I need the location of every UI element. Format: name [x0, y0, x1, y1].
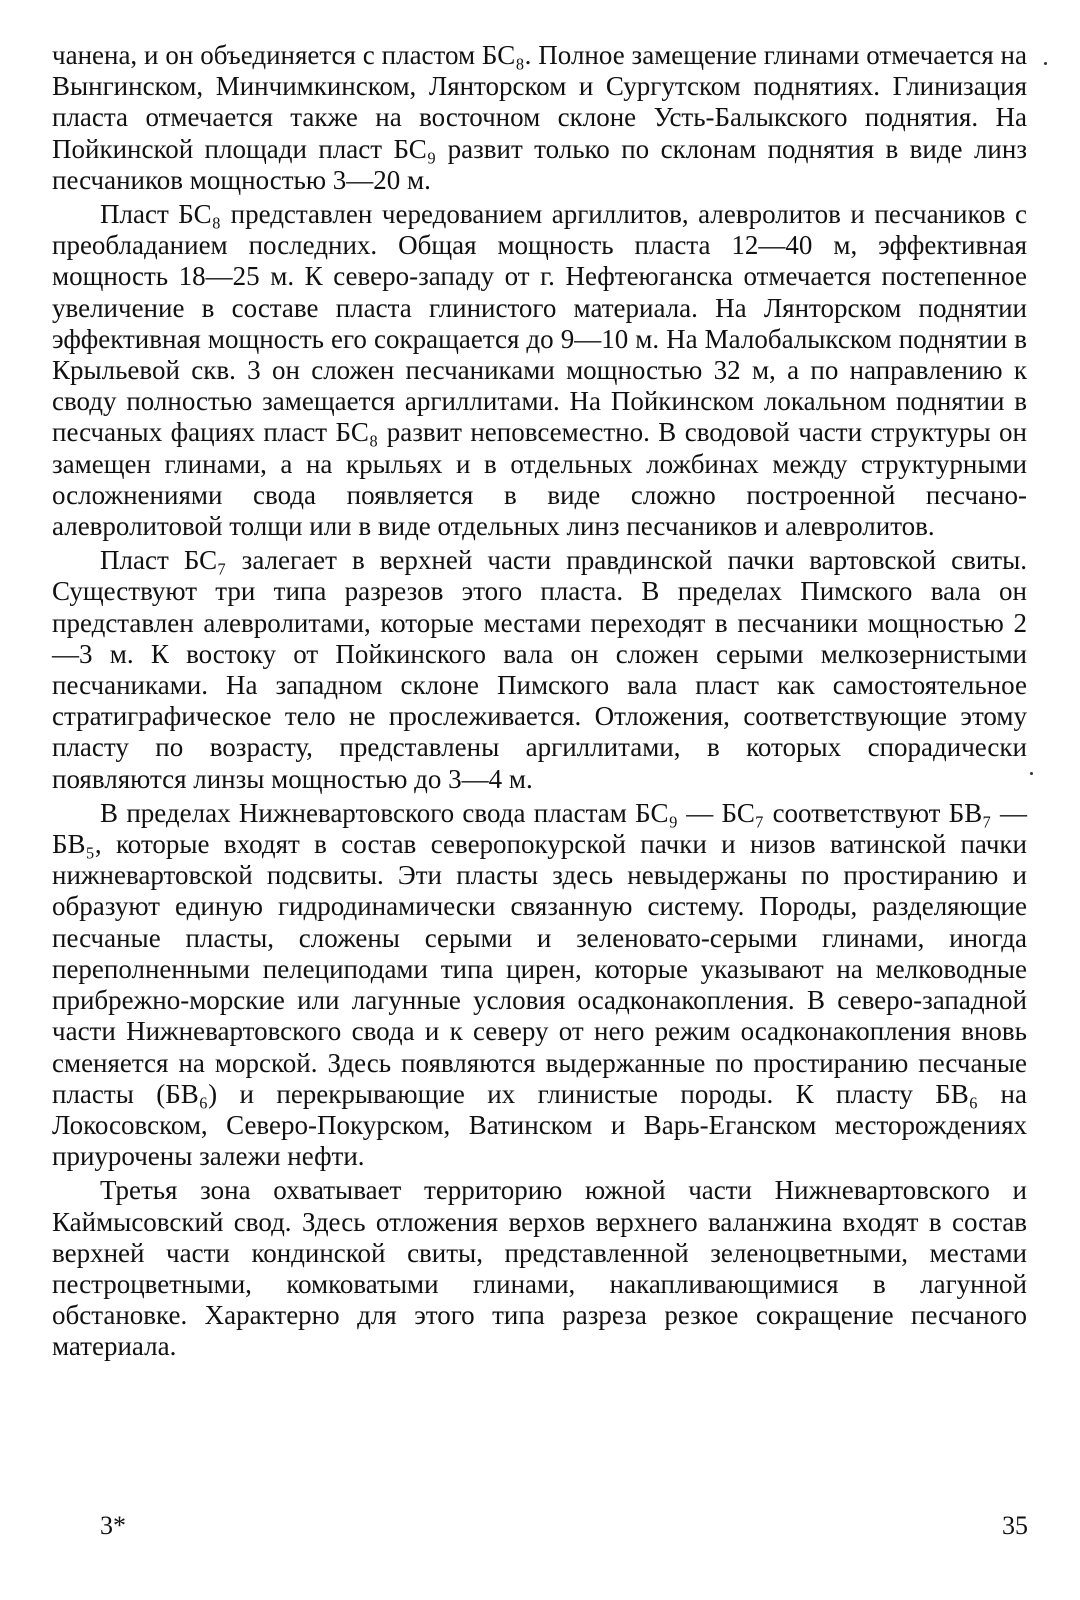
paragraph: Пласт БС₈ представлен чередованием аргиллитов, алевролитов и песчаников с преобладанием последних. Общая мощность пласта 12—40 м, эффективная мощность 18—25 м. К северо-западу от г. Нефтеюганска отмечается постепенное увеличение в составе пласта глинистого материала. На Лянторском поднятии эффективная мощность его сокращается до 9—10 м. На Малобалыкском поднятии в Крыльевой скв. 3 он сложен песчаниками мощностью 32 м, а по направлению к своду полностью замещается аргиллитами. На Пойкинском локальном поднятии в песчаных фациях пласт БС₈ развит неповсеместно. В сводовой части структуры он замещен глинами, а на крыльях и в отдельных ложбинах между структурными осложнениями свода появляется в виде сложно построенной песчано-алевролитовой толщи или в виде отдельных линз песчаников и алевролитов.: [52, 199, 1027, 542]
page-body: [52, 40, 1027, 1363]
print-speck: [1044, 62, 1047, 65]
paragraph: Пласт БС₇ залегает в верхней части правдинской пачки вартовской свиты. Существуют три типа разрезов этого пласта. В пределах Пимского вала он представлен алевролитами, которые местами переходят в песчаники мощностью 2—3 м. К востоку от Пойкинского вала он сложен серыми мелкозернистыми песчаниками. На западном склоне Пимского вала пласт как самостоятельное стратиграфическое тело не прослеживается. Отложения, соответствующие этому пласту по возрасту, представлены аргиллитами, в которых спорадически появляются линзы мощностью до 3—4 м.: [52, 545, 1027, 794]
paragraph: чанена, и он объединяется с пластом БС₈. Полное замещение глинами отмечается на Вынгинском, Минчимкинском, Лянторском и Сургутском поднятиях. Глинизация пласта отмечается также на восточном склоне Усть-Балыкского поднятия. На Пойкинской площади пласт БС₉ развит только по склонам поднятия в виде линз песчаников мощностью 3—20 м.: [52, 40, 1027, 195]
paragraph: Третья зона охватывает территорию южной части Нижневартовского и Каймысовский свод. Здесь отложения верхов верхнего валанжина входят в состав верхней части кондинской свиты, представленной зеленоцветными, местами пестроцветными, комковатыми глинами, накапливающимися в лагунной обстановке. Характерно для этого типа разреза резкое сокращение песчаного материала.: [52, 1175, 1027, 1362]
paragraph: В пределах Нижневартовского свода пластам БС₉ — БС₇ соответствуют БВ₇ — БВ₅, которые входят в состав северопокурской пачки и низов ватинской пачки нижневартовской подсвиты. Эти пласты здесь невыдержаны по простиранию и образуют единую гидродинамически связанную систему. Породы, разделяющие песчаные пласты, сложены серыми и зеленовато-серыми глинами, иногда переполненными пелециподами типа цирен, которые указывают на мелководные прибрежно-морские или лагунные условия осадконакопления. В северо-западной части Нижневартовского свода и к северу от него режим осадконакопления вновь сменяется на морской. Здесь появляются выдержанные по простиранию песчаные пласты (БВ₆) и перекрывающие их глинистые породы. К пласту БВ₆ на Локосовском, Северо-Покурском, Ватинском и Варь-Еганском месторождениях приурочены залежи нефти.: [52, 797, 1027, 1172]
printer-signature-mark: 3*: [100, 1511, 126, 1540]
print-speck: [1030, 772, 1033, 775]
page-number: 35: [1002, 1511, 1028, 1540]
